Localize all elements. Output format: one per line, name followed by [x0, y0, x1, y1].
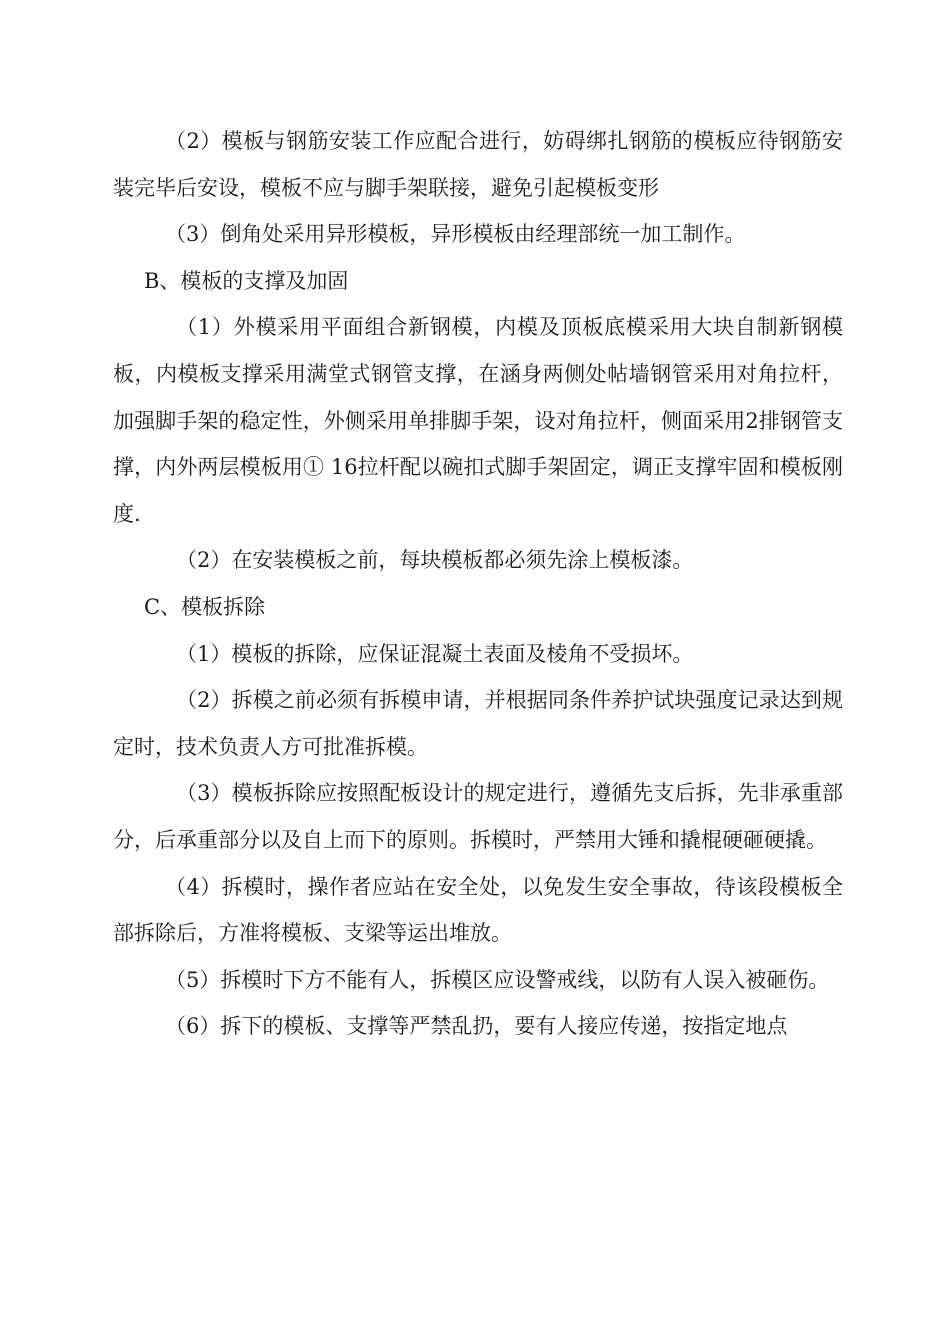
- paragraph-removal-order: （3）模板拆除应按照配板设计的规定进行，遵循先支后拆，先非承重部分，后承重部分以及自上而下的原则。拆模时，严禁用大锤和撬棍硬砸硬撬。: [113, 781, 843, 852]
- paragraph-removal-application: （2）拆模之前必须有拆模申请，并根据同条件养护试块强度记录达到规定时，技术负责人方可批准拆模。: [113, 688, 843, 759]
- paragraph-outer-formwork: （1）外模采用平面组合新钢模，内模及顶板底模采用大块自制新钢模板，内模板支撑采用满堂式钢管支撑，在涵身两侧处帖墙钢管采用对角拉杆，加强脚手架的稳定性，外侧采用单排脚手架，设对角拉杆，侧面采用2排钢管支撑，内外两层模板用① 16拉杆配以碗扣式脚手架固定，调正支撑牢固和模板刚度.: [113, 315, 843, 526]
- paragraph-formwork-paint: （2）在安装模板之前，每块模板都必须先涂上模板漆。: [176, 548, 694, 573]
- paragraph-formwork-rebar-coordination: （2）模板与钢筋安装工作应配合进行，妨碍绑扎钢筋的模板应待钢筋安装完毕后安设，模板不应与脚手架联接，避免引起模板变形: [113, 129, 843, 200]
- paragraph-removal-protection: （1）模板的拆除，应保证混凝土表面及棱角不受损坏。: [176, 641, 694, 666]
- paragraph-operator-safety: （4）拆模时，操作者应站在安全处，以免发生安全事故，待该段模板全部拆除后，方准将模板、支梁等运出堆放。: [113, 874, 843, 946]
- paragraph-chamfer-formwork: （3）倒角处采用异形模板，异形模板由经理部统一加工制作。: [165, 222, 746, 247]
- paragraph-warning-line: （5）拆模时下方不能有人，拆模区应设警戒线，以防有人误入被砸伤。: [165, 967, 830, 992]
- section-heading-b: B、模板的支撑及加固: [144, 268, 349, 293]
- document-page: [113, 118, 843, 1050]
- paragraph-no-throwing: （6）拆下的模板、支撑等严禁乱扔，要有人接应传递，按指定地点: [165, 1014, 788, 1039]
- section-heading-c: C、模板拆除: [144, 594, 266, 619]
